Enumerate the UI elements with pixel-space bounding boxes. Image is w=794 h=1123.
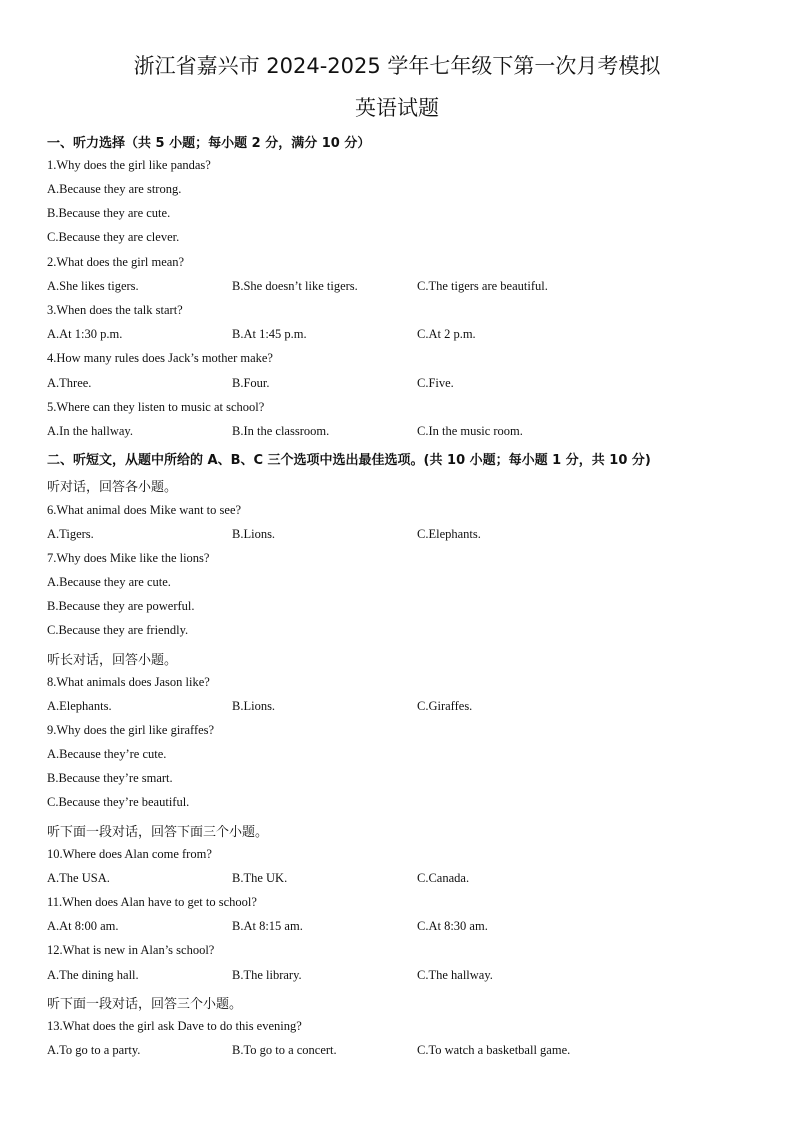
question-9-option-a: A.Because they’re cute.: [47, 747, 167, 761]
question-10-option-b: B.The UK.: [232, 871, 288, 885]
question-9-option-c: C.Because they’re beautiful.: [47, 795, 190, 809]
question-13-option-b: B.To go to a concert.: [232, 1043, 337, 1057]
question-3-option-c: C.At 2 p.m.: [417, 327, 476, 341]
instruction-3: 听下面一段对话，回答下面三个小题。: [47, 825, 269, 840]
question-11-option-a: A.At 8:00 am.: [47, 919, 119, 933]
question-10-option-a: A.The USA.: [47, 871, 110, 885]
question-7-option-c: C.Because they are friendly.: [47, 623, 189, 637]
question-13-option-c: C.To watch a basketball game.: [417, 1043, 571, 1057]
question-6-option-a: A.Tigers.: [47, 527, 94, 541]
question-9-stem: 9.Why does the girl like giraffes?: [47, 723, 215, 737]
question-4-option-c: C.Five.: [417, 376, 454, 390]
question-4-option-a: A.Three.: [47, 376, 92, 390]
question-9-option-b: B.Because they’re smart.: [47, 771, 173, 785]
question-2-stem: 2.What does the girl mean?: [47, 255, 185, 269]
question-6-option-b: B.Lions.: [232, 527, 276, 541]
question-11-stem: 11.When does Alan have to get to school?: [47, 895, 257, 909]
question-12-option-c: C.The hallway.: [417, 968, 493, 982]
question-1-option-b: B.Because they are cute.: [47, 206, 171, 220]
question-5-stem: 5.Where can they listen to music at school?: [47, 400, 265, 414]
question-10-option-c: C.Canada.: [417, 871, 470, 885]
instruction-2: 听长对话，回答小题。: [47, 653, 178, 668]
question-3-option-b: B.At 1:45 p.m.: [232, 327, 307, 341]
question-4-option-b: B.Four.: [232, 376, 270, 390]
question-11-option-c: C.At 8:30 am.: [417, 919, 488, 933]
question-7-option-a: A.Because they are cute.: [47, 575, 171, 589]
question-2-option-c: C.The tigers are beautiful.: [417, 279, 548, 293]
question-12-option-a: A.The dining hall.: [47, 968, 139, 982]
question-7-option-b: B.Because they are powerful.: [47, 599, 195, 613]
question-8-option-c: C.Giraffes.: [417, 699, 473, 713]
question-4-stem: 4.How many rules does Jack’s mother make?: [47, 351, 273, 365]
question-7-stem: 7.Why does Mike like the lions?: [47, 551, 210, 565]
question-3-option-a: A.At 1:30 p.m.: [47, 327, 123, 341]
section1-heading: 一、听力选择（共 5 小题；每小题 2 分，满分 10 分）: [47, 136, 371, 151]
question-12-option-b: B.The library.: [232, 968, 302, 982]
question-1-stem: 1.Why does the girl like pandas?: [47, 158, 211, 172]
question-2-option-a: A.She likes tigers.: [47, 279, 139, 293]
question-5-option-c: C.In the music room.: [417, 424, 523, 438]
question-1-option-c: C.Because they are clever.: [47, 230, 180, 244]
question-8-stem: 8.What animals does Jason like?: [47, 675, 210, 689]
question-5-option-b: B.In the classroom.: [232, 424, 330, 438]
section2-heading: 二、听短文，从题中所给的 A、B、C 三个选项中选出最佳选项。(共 10 小题；每小题 1 分，共 10 分): [47, 453, 651, 468]
document-title: 浙江省嘉兴市 2024-2025 学年七年级下第一次月考模拟: [133, 54, 661, 78]
question-8-option-a: A.Elephants.: [47, 699, 112, 713]
question-13-option-a: A.To go to a party.: [47, 1043, 141, 1057]
instruction-4: 听下面一段对话，回答三个小题。: [47, 997, 243, 1012]
question-6-stem: 6.What animal does Mike want to see?: [47, 503, 242, 517]
question-12-stem: 12.What is new in Alan’s school?: [47, 943, 215, 957]
question-11-option-b: B.At 8:15 am.: [232, 919, 303, 933]
question-3-stem: 3.When does the talk start?: [47, 303, 183, 317]
question-8-option-b: B.Lions.: [232, 699, 276, 713]
question-13-stem: 13.What does the girl ask Dave to do this evening?: [47, 1019, 302, 1033]
question-6-option-c: C.Elephants.: [417, 527, 481, 541]
question-5-option-a: A.In the hallway.: [47, 424, 133, 438]
question-1-option-a: A.Because they are strong.: [47, 182, 182, 196]
question-2-option-b: B.She doesn’t like tigers.: [232, 279, 358, 293]
question-10-stem: 10.Where does Alan come from?: [47, 847, 212, 861]
document-subtitle: 英语试题: [355, 96, 439, 120]
instruction-1: 听对话，回答各小题。: [47, 480, 178, 495]
